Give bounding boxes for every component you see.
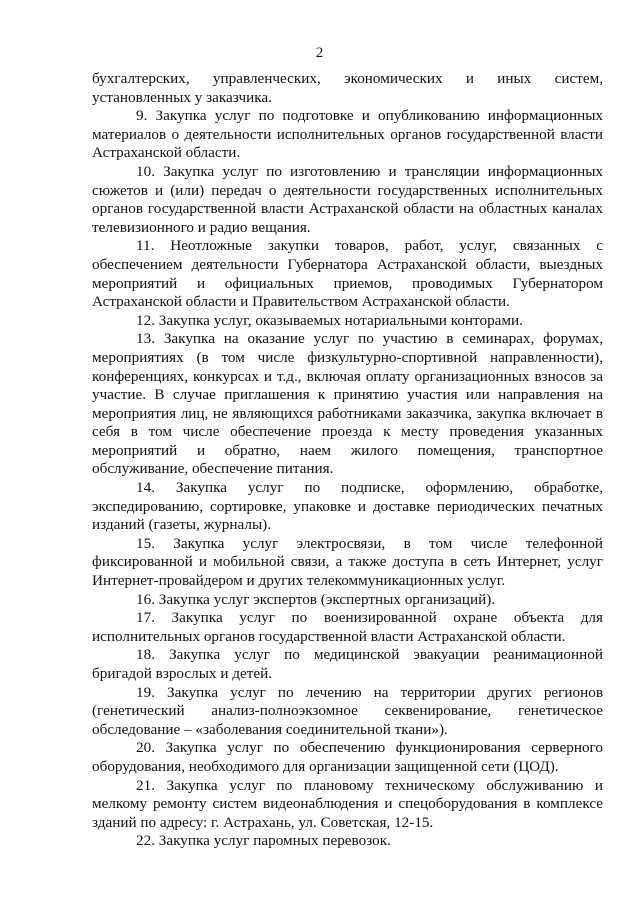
paragraph-item-9: 9. Закупка услуг по подготовке и опубликованию информационных материалов о деятельности исполнительных органов государственной власти Астраханской области.: [92, 107, 603, 162]
paragraph-item-12: 12. Закупка услуг, оказываемых нотариальными конторами.: [136, 311, 523, 329]
paragraph-item-17: 17. Закупка услуг по военизированной охране объекта для исполнительных органов государственной власти Астраханской области.: [92, 609, 603, 645]
paragraph-item-11: 11. Неотложные закупки товаров, работ, услуг, связанных с обеспечением деятельности Губернатора Астраханской области, выездных мероприятий и официальных приемов, проводимых Губернатором Астраханской области и Правительством Астраханской области.: [92, 237, 603, 311]
paragraph-item-21: 21. Закупка услуг по плановому техническому обслуживанию и мелкому ремонту систем видеонаблюдения и спецоборудования в комплексе зданий по адресу: г. Астрахань, ул. Советская, 12-15.: [92, 776, 603, 831]
paragraph-continuation: бухгалтерских, управленческих, экономических и иных систем, установленных у заказчика.: [92, 70, 603, 106]
paragraph-item-20: 20. Закупка услуг по обеспечению функционирования серверного оборудования, необходимого для организации защищенной сети (ЦОД).: [92, 739, 603, 775]
paragraph-item-16: 16. Закупка услуг экспертов (экспертных организаций).: [136, 590, 496, 608]
paragraph-item-10: 10. Закупка услуг по изготовлению и трансляции информационных сюжетов и (или) передач о деятельности государственных исполнительных органов государственной власти Астраханской области на областных каналах телевизионного и радио вещания.: [92, 162, 603, 236]
paragraph-item-13: 13. Закупка на оказание услуг по участию в семинарах, форумах, мероприятиях (в том числе физкультурно-спортивной направленности), конференциях, конкурсах и т.д., включая оплату организационных взносов за участие. В случае приглашения к принятию участия или направления на мероприятия лиц, не являющихся работниками заказчика, закупка включает в себя в том числе обеспечение проезда к месту проведения указанных мероприятий и обратно, наем жилого помещения, транспортное обслуживание, обеспечение питания.: [92, 330, 603, 478]
paragraph-item-15: 15. Закупка услуг электросвязи, в том числе телефонной фиксированной и мобильной связи, а также доступа в сеть Интернет, услуг Интернет-провайдером и других телекоммуникационных услуг.: [92, 534, 603, 590]
page-number: 2: [315, 45, 324, 61]
paragraph-item-19: 19. Закупка услуг по лечению на территории других регионов (генетический анализ-полноэкзомное секвенирование, генетическое обследование – «заболевания соединительной ткани»).: [92, 683, 603, 738]
document-body: [92, 70, 603, 851]
paragraph-item-14: 14. Закупка услуг по подписке, оформлению, обработке, экспедированию, сортировке, упаковке и доставке периодических печатных изданий (газеты, журналы).: [92, 479, 603, 534]
paragraph-item-18: 18. Закупка услуг по медицинской эвакуации реанимационной бригадой взрослых и детей.: [92, 646, 603, 682]
paragraph-item-22: 22. Закупка услуг паромных перевозок.: [136, 832, 391, 850]
